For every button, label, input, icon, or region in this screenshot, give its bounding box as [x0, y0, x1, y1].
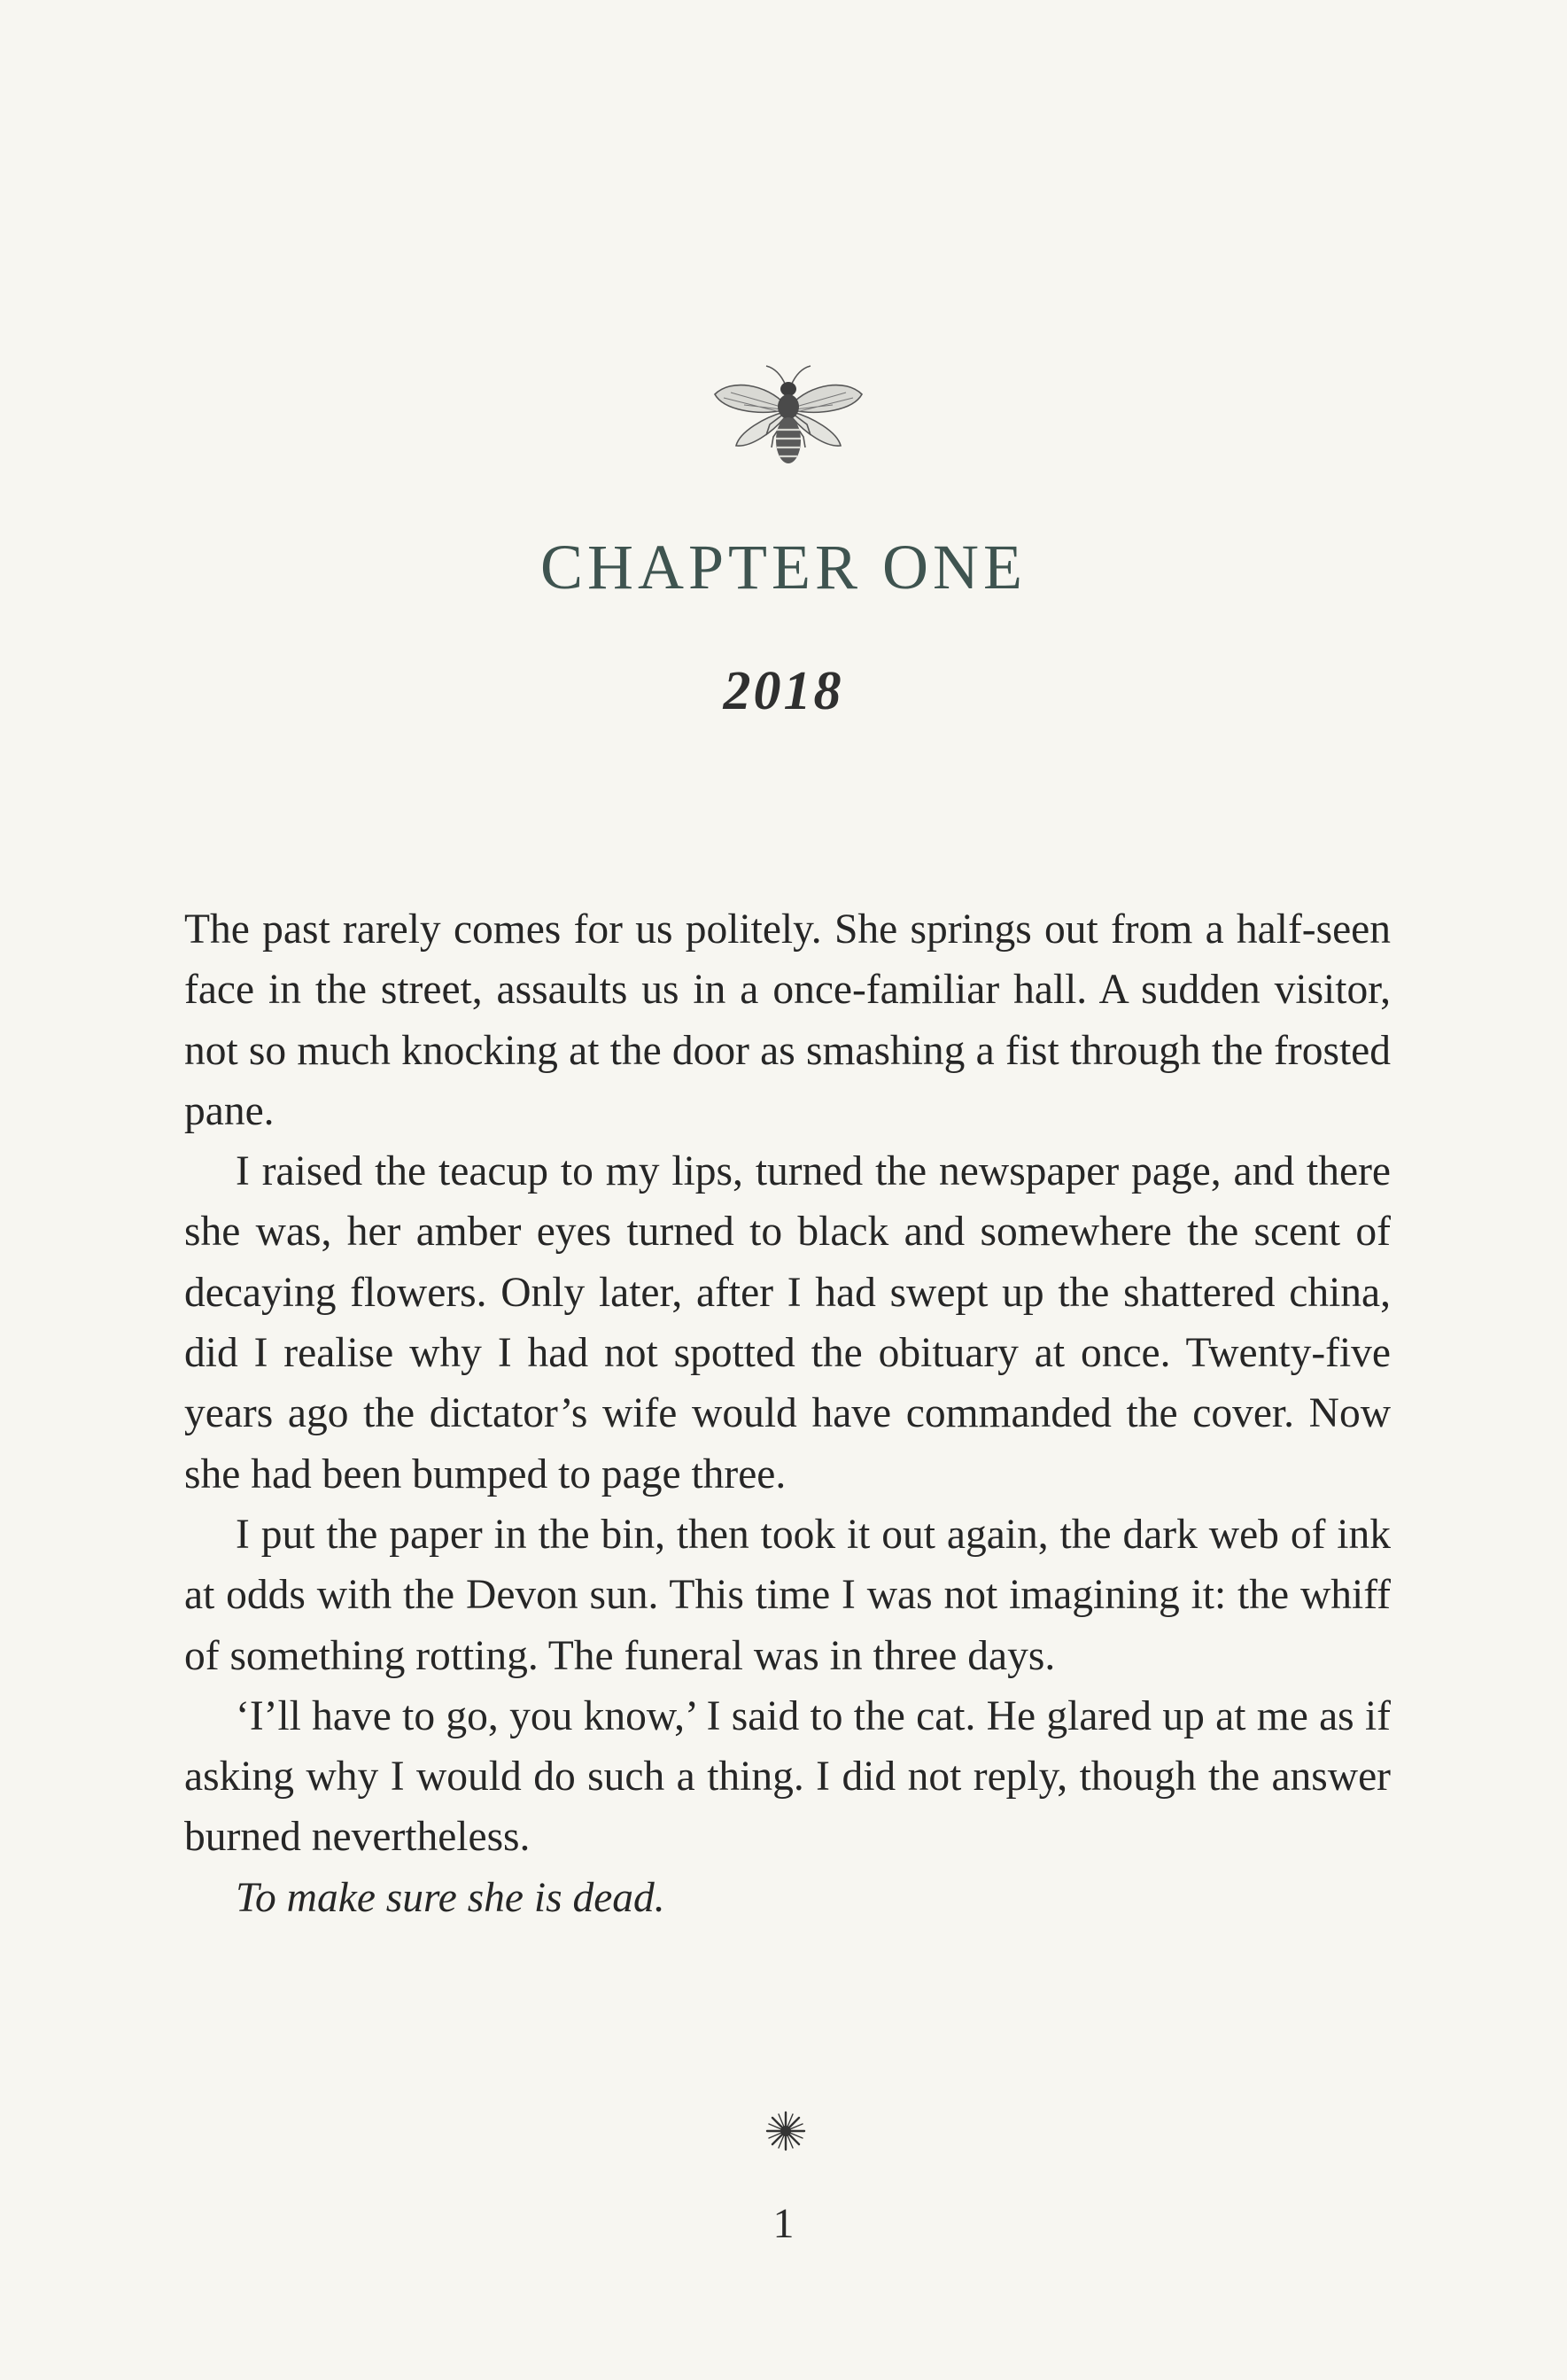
- chapter-year: 2018: [723, 661, 844, 721]
- bee-icon: [704, 359, 873, 478]
- paragraph-1: The past rarely comes for us politely. She springs out from a half-seen face in the street, assaults us in a once-familiar hall. A sudden visitor, not so much knocking at the door as smashing a fist through the frosted pane.: [184, 906, 1391, 1134]
- star-ornament-icon: [764, 2109, 808, 2153]
- paragraph-3: I put the paper in the bin, then took it out again, the dark web of ink at odds with the Devon sun. This time I was not imagining it: the whiff of something rotting. The funeral was in three days.: [184, 1511, 1391, 1679]
- chapter-body: [184, 899, 1391, 1928]
- page-number: 1: [772, 2200, 795, 2247]
- paragraph-2: I raised the teacup to my lips, turned the newspaper page, and there she was, her amber eyes turned to black and somewhere the scent of decaying flowers. Only later, after I had swept up the shattered china, did I realise why I had not spotted the obituary at once. Twenty-five years ago the dictator’s wife would have commanded the cover. Now she had been bumped to page three.: [184, 1148, 1391, 1497]
- paragraph-4: ‘I’ll have to go, you know,’ I said to the cat. He glared up at me as if asking why I would do such a thing. I did not reply, though the answer burned nevertheless.: [184, 1692, 1391, 1861]
- chapter-title: CHAPTER ONE: [539, 532, 1027, 603]
- paragraph-5: To make sure she is dead.: [236, 1874, 665, 1921]
